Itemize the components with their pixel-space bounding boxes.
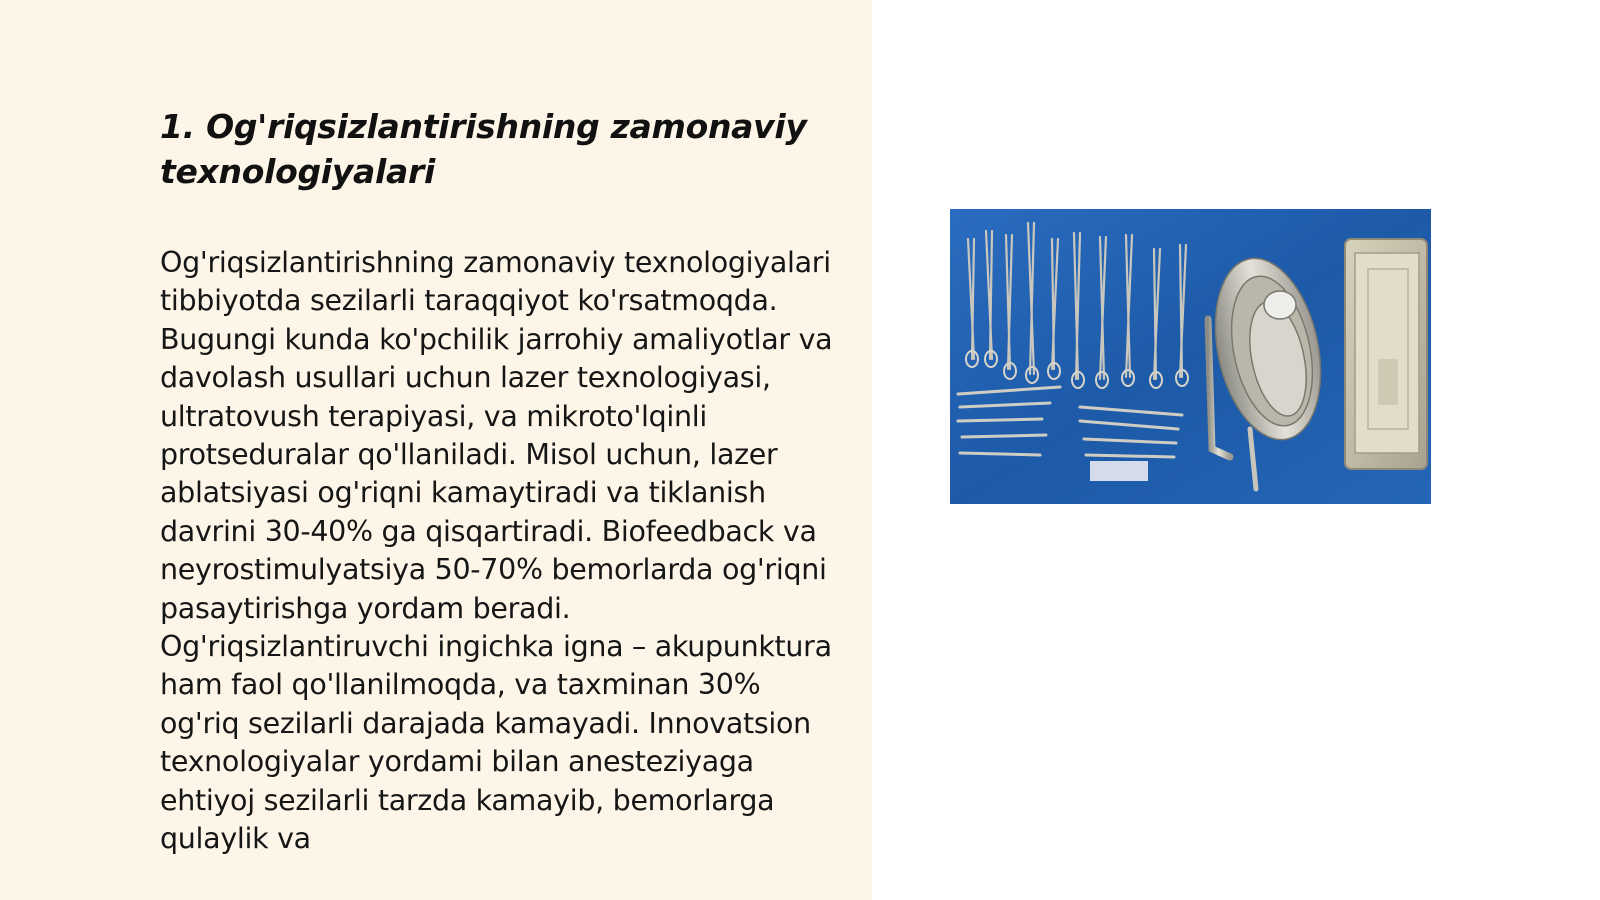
slide-body-text: Og'riqsizlantirishning zamonaviy texnologiyalari tibbiyotda sezilarli taraqqiyot ko'rsatmoqda. Bugungi kunda ko'pchilik jarrohiy amaliyotlar va davolash usullari uchun lazer texnologiyasi, ultratovush terapiyasi, va mikroto'lqinli protseduralar qo'llaniladi. Misol uchun, lazer ablatsiyasi og'riqni kamaytiradi va tiklanish davrini 30-40% ga qisqartiradi. Biofeedback va neyrostimulyatsiya 50-70% bemorlarda og'riqni pasaytirishga yordam beradi. Og'riqsizlantiruvchi ingichka igna – akupunktura ham faol qo'llanilmoqda, va taxminan 30% og'riq sezilarli darajada kamayadi. Innovatsion texnologiyalar yordami bilan anesteziyaga ehtiyoj sezilarli tarzda kamayib, bemorlarga qulaylik va: [160, 246, 833, 856]
surgical-instruments-photo: [950, 209, 1431, 504]
slide-title: 1. Og'riqsizlantirishning zamonaviy texnologiyalari: [160, 107, 807, 191]
